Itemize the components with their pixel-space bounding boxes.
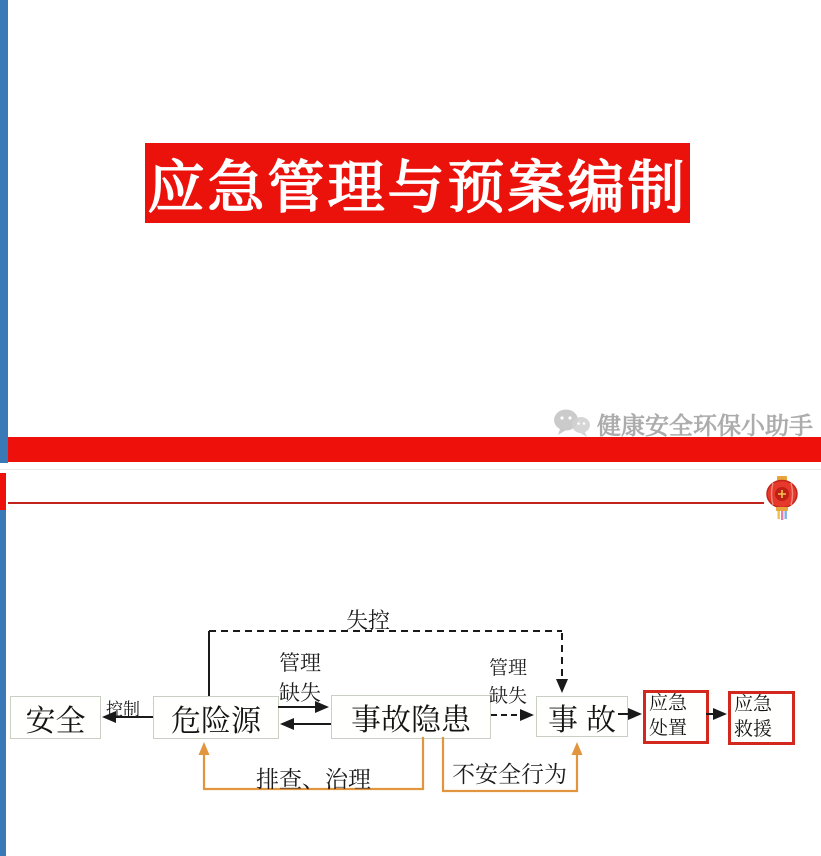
label-management-missing-left: 管理缺失 — [279, 651, 321, 706]
slide1-footer-bar — [8, 437, 821, 462]
left-accent-red-segment — [0, 473, 6, 510]
title-banner — [145, 143, 690, 223]
slide-divider — [0, 469, 821, 470]
node-accident: 事故 — [536, 696, 628, 737]
label-control: 控制 — [106, 700, 140, 719]
lantern-icon — [762, 475, 802, 521]
node-safety: 安全 — [10, 696, 101, 739]
label-unsafe-behavior: 不安全行为 — [452, 762, 567, 787]
node-hidden-danger: 事故隐患 — [331, 695, 491, 739]
label-management-missing-right: 管理缺失 — [489, 658, 528, 707]
label-investigate-govern: 排查、治理 — [256, 767, 371, 792]
node-hazard-source: 危险源 — [153, 696, 279, 739]
header-rule — [8, 502, 764, 504]
watermark-text: 健康安全环保小助手 — [597, 412, 813, 440]
left-accent-bar-slide1 — [0, 0, 8, 463]
slide-title: 应急管理与预案编制 — [147, 157, 688, 220]
watermark — [552, 407, 813, 439]
node-emergency-response: 应急处置 — [643, 690, 709, 744]
node-emergency-rescue: 应急救援 — [728, 691, 795, 745]
wechat-icon — [552, 408, 592, 438]
left-accent-bar-slide2 — [0, 510, 6, 856]
label-out-of-control: 失控 — [346, 608, 391, 633]
